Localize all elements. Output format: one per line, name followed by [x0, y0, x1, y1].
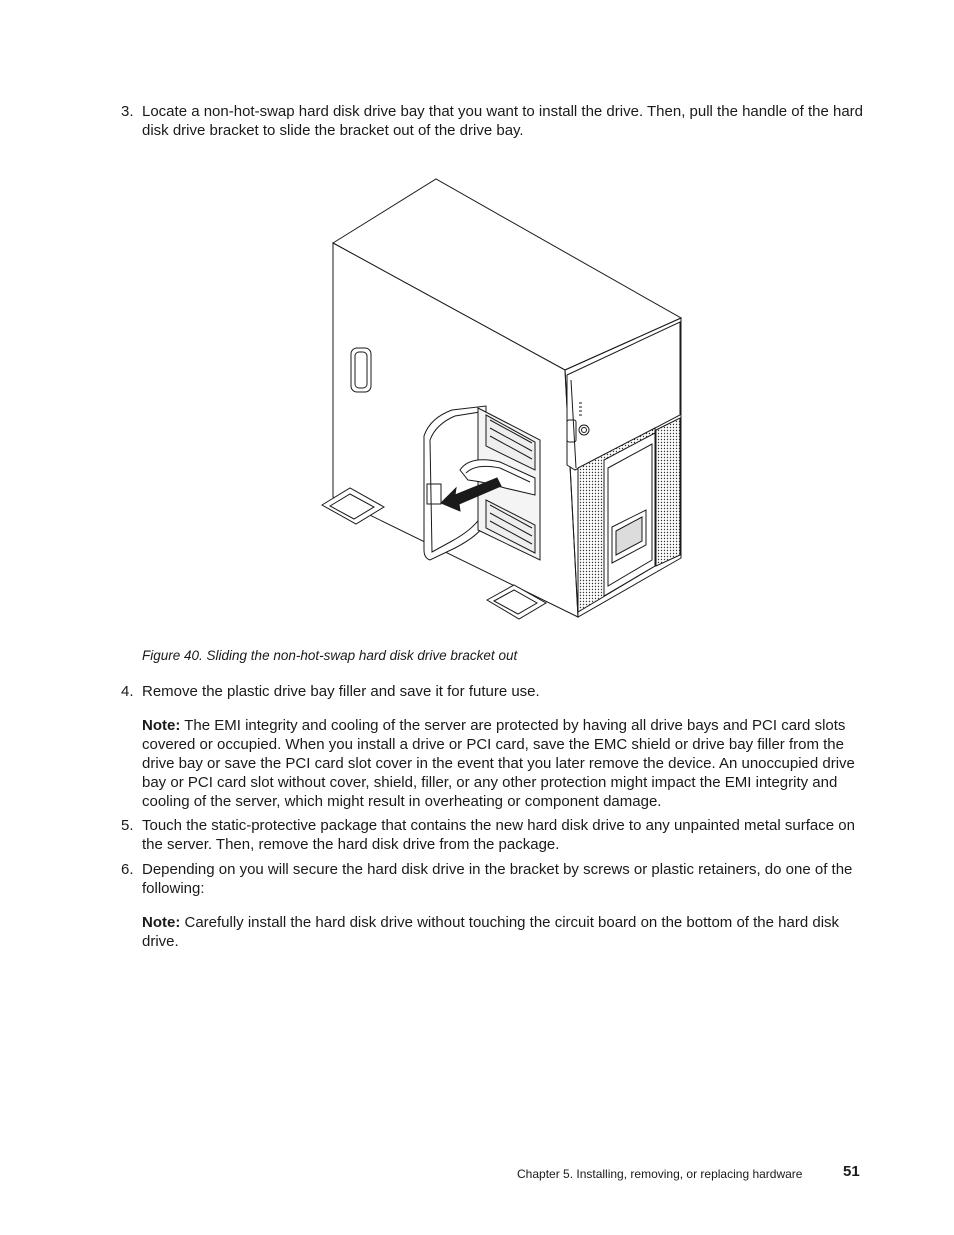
step-text: Locate a non-hot-swap hard disk drive bay that you want to install the drive. Then, pull the handle of the hard disk drive bracket to slide the bracket out of the drive bay. [142, 103, 864, 139]
note-label: Note: [142, 914, 181, 931]
figure-caption: Figure 40. Sliding the non-hot-swap hard disk drive bracket out [142, 648, 518, 663]
step-text: Touch the static-protective package that contains the new hard disk drive to any unpainted metal surface on the server. Then, remove the hard disk drive from the package. [142, 817, 855, 853]
step-text: Remove the plastic drive bay filler and save it for future use. [142, 683, 540, 700]
step-number: 5. [121, 817, 134, 834]
note-paragraph [142, 716, 867, 811]
step-number: 6. [121, 861, 134, 878]
note-paragraph [142, 913, 867, 951]
note-label: Note: [142, 717, 181, 734]
note-text: The EMI integrity and cooling of the server are protected by having all drive bays and PCI card slots covered or occupied. When you install a drive or PCI card, save the EMC shield or drive bay filler from the drive bay or save the PCI card slot cover in the event that you later remove the device. An unoccupied drive bay or PCI card slot without cover, shield, filler, or any other protection might impact the EMI integrity and cooling of the server, which might result in overheating or component damage. [142, 717, 855, 810]
step-number: 4. [121, 683, 134, 700]
footer-chapter: Chapter 5. Installing, removing, or replacing hardware [517, 1167, 803, 1181]
page-number: 51 [843, 1163, 860, 1180]
step-text: Depending on you will secure the hard disk drive in the bracket by screws or plastic retainers, do one of the following: [142, 861, 853, 897]
step-number: 3. [121, 103, 134, 120]
note-text: Carefully install the hard disk drive without touching the circuit board on the bottom of the hard disk drive. [142, 914, 840, 950]
